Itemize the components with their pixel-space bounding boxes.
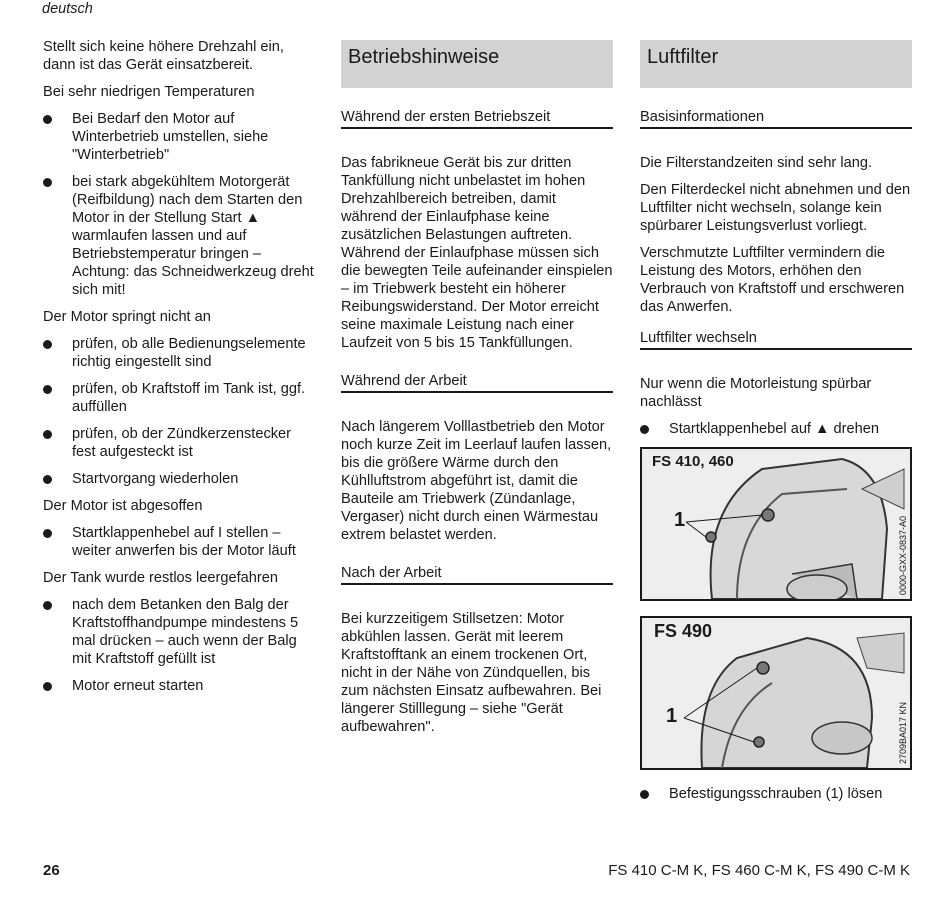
bullet-icon bbox=[43, 682, 52, 691]
basics-text: Die Filterstandzeiten sind sehr lang. bbox=[640, 155, 872, 171]
empty-tank-heading: Der Tank wurde restlos leergefahren bbox=[43, 570, 278, 586]
basics-text-2: Verschmutzte Luftfilter vermindern die Leistung des Motors, erhöhen den Verbrauch von Kraftstoff und erschweren das Anwerfen. bbox=[640, 245, 905, 315]
no-start-list bbox=[43, 335, 315, 488]
figure-label: FS 490 bbox=[654, 621, 713, 641]
low-temp-heading: Bei sehr niedrigen Temperaturen bbox=[43, 84, 255, 100]
change-heading: Luftfilter wechseln bbox=[640, 329, 912, 350]
callout-number: 1 bbox=[666, 705, 678, 727]
during-work-heading: Während der Arbeit bbox=[341, 372, 613, 393]
during-work-text: Nach längerem Volllastbetrieb den Motor noch kurze Zeit im Leerlauf laufen lassen, bis die größere Wärme durch den Kühlluftstrom abgeführt ist, damit die Bauteile am Triebwerk (Zündanlage, Vergaser) nicht durch einen Wärmestau extrem belastet werden. bbox=[341, 419, 612, 543]
basics-heading: Basisinformationen bbox=[640, 108, 912, 129]
list-item: Startklappenhebel auf ▲ drehen bbox=[640, 420, 912, 438]
list-item: nach dem Betanken den Balg der Kraftstoffhandpumpe mindestens 5 mal drücken – auch wenn der Balg mit Kraftstoff gefüllt ist bbox=[43, 596, 315, 668]
list-item: Bei Bedarf den Motor auf Winterbetrieb umstellen, siehe "Winterbetrieb" bbox=[43, 110, 315, 164]
list-item: prüfen, ob Kraftstoff im Tank ist, ggf. auffüllen bbox=[43, 380, 315, 416]
list-item: Startvorgang wiederholen bbox=[43, 470, 315, 488]
first-period-heading: Während der ersten Betriebszeit bbox=[341, 108, 613, 129]
intro-text: Stellt sich keine höhere Drehzahl ein, dann ist das Gerät einsatzbereit. bbox=[43, 39, 284, 73]
bullet-icon bbox=[640, 425, 649, 434]
bullet-icon bbox=[43, 340, 52, 349]
change-steps-2 bbox=[640, 785, 912, 803]
list-item: prüfen, ob alle Bedienungselemente richtig eingestellt sind bbox=[43, 335, 315, 371]
figure-fs410-460 bbox=[640, 447, 912, 601]
low-temp-list bbox=[43, 110, 315, 299]
figure-fs490 bbox=[640, 616, 912, 770]
empty-tank-list bbox=[43, 596, 315, 695]
bullet-icon bbox=[43, 529, 52, 538]
column-operating-notes bbox=[341, 38, 613, 745]
list-item: prüfen, ob der Zündkerzenstecker fest aufgesteckt ist bbox=[43, 425, 315, 461]
first-period-text: Das fabrikneue Gerät bis zur dritten Tankfüllung nicht unbelastet im hohen Drehzahlbereich betreiben, damit während der Einlaufphase keine zusätzlichen Belastungen auftreten. Während der Einlaufphase müssen sich die bewegten Teile aufeinander einspielen – im Triebwerk besteht ein höherer Reibungswiderstand. Der Motor erreicht seine maximale Leistung nach einer Laufzeit von 5 bis 15 Tankfüllungen. bbox=[341, 155, 613, 351]
section-title-operating: Betriebshinweise bbox=[341, 40, 613, 88]
bullet-icon bbox=[43, 430, 52, 439]
bullet-icon bbox=[640, 790, 649, 799]
column-air-filter bbox=[640, 38, 912, 812]
no-start-heading: Der Motor springt nicht an bbox=[43, 309, 211, 325]
list-item: bei stark abgekühltem Motorgerät (Reifbildung) nach dem Starten den Motor in der Stellung Start ▲ warmlaufen lassen und auf Betriebstemperatur bringen – Achtung: das Schneidwerkzeug dreht sich mit! bbox=[43, 173, 315, 299]
flooded-heading: Der Motor ist abgesoffen bbox=[43, 498, 203, 514]
change-condition: Nur wenn die Motorleistung spürbar nachlässt bbox=[640, 376, 872, 410]
bullet-icon bbox=[43, 178, 52, 187]
after-work-heading: Nach der Arbeit bbox=[341, 564, 613, 585]
language-label: deutsch bbox=[42, 1, 93, 17]
after-work-text: Bei kurzzeitigem Stillsetzen: Motor abkühlen lassen. Gerät mit leerem Kraftstofftank an einem trockenen Ort, nicht in der Nähe von Zündquellen, bis zum nächsten Einsatz aufbewahren. Bei längerer Stilllegung – siehe "Gerät aufbewahren". bbox=[341, 611, 602, 735]
flooded-list bbox=[43, 524, 315, 560]
figure-label: FS 410, 460 bbox=[652, 453, 734, 470]
list-item: Startklappenhebel auf I stellen – weiter anwerfen bis der Motor läuft bbox=[43, 524, 315, 560]
figure-code: 0000-GXX-0837-A0 bbox=[898, 515, 908, 595]
callout-number: 1 bbox=[674, 509, 686, 531]
change-steps bbox=[640, 420, 912, 438]
basics-warning: Den Filterdeckel nicht abnehmen und den Luftfilter nicht wechseln, solange kein spürbarer Leistungsverlust vorliegt. bbox=[640, 182, 911, 234]
column-troubleshooting bbox=[43, 38, 315, 704]
bullet-icon bbox=[43, 601, 52, 610]
list-item: Befestigungsschrauben (1) lösen bbox=[640, 785, 912, 803]
model-line: FS 410 C-M K, FS 460 C-M K, FS 490 C-M K bbox=[608, 862, 910, 879]
bullet-icon bbox=[43, 115, 52, 124]
list-item: Motor erneut starten bbox=[43, 677, 315, 695]
bullet-icon bbox=[43, 475, 52, 484]
bullet-icon bbox=[43, 385, 52, 394]
page-number: 26 bbox=[43, 862, 60, 879]
figure-code: 2709BA017 KN bbox=[898, 701, 908, 764]
section-title-air-filter: Luftfilter bbox=[640, 40, 912, 88]
